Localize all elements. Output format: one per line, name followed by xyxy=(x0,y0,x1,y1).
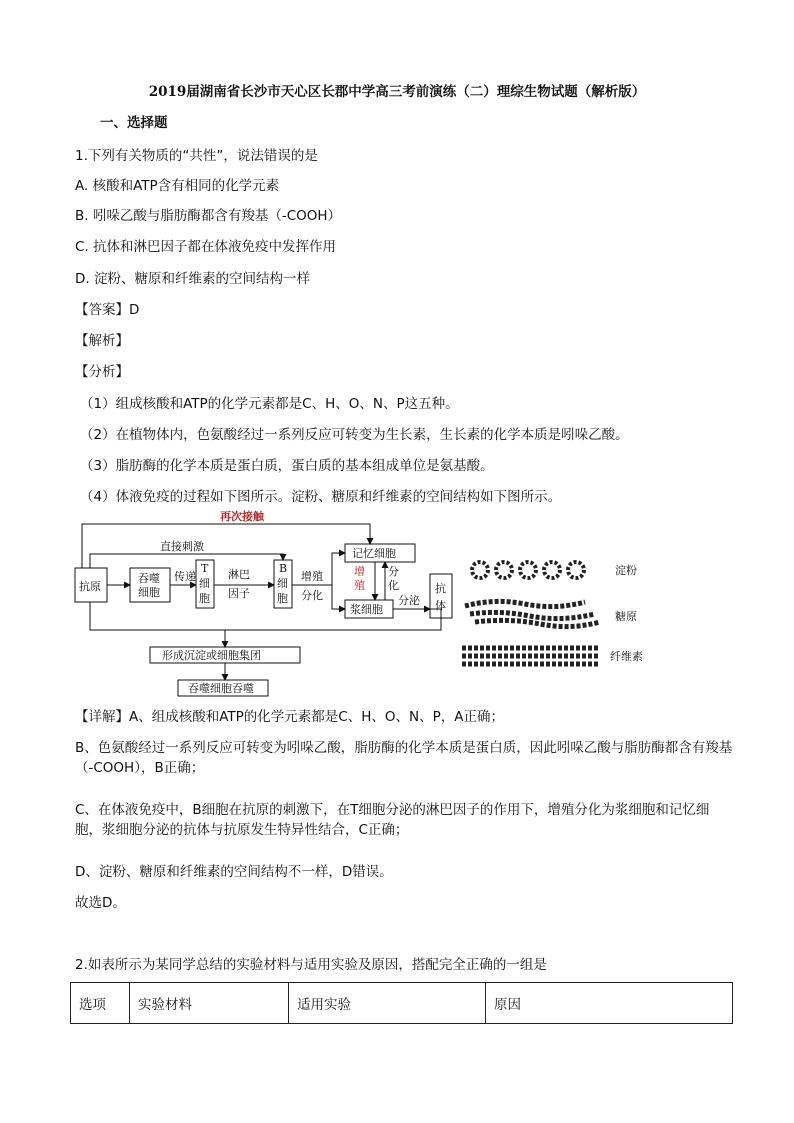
b-cell-label-3: 胞 xyxy=(277,592,288,605)
table-header-row xyxy=(71,983,733,1024)
analysis-point-3: （3）脂肪酶的化学本质是蛋白质，蛋白质的基本组成单位是氨基酸。 xyxy=(80,458,494,474)
secrete-label: 分泌 xyxy=(398,594,420,607)
zhi-label: 殖 xyxy=(354,579,365,592)
lymphokine-label-2: 因子 xyxy=(228,587,250,600)
analysis-label: 【分析】 xyxy=(75,364,129,380)
fen-label: 分 xyxy=(388,565,399,578)
explanation-label: 【解析】 xyxy=(75,333,129,349)
memory-cell-label: 记忆细胞 xyxy=(352,547,396,560)
zeng-label: 增 xyxy=(354,565,365,578)
t-cell-label-3: 胞 xyxy=(199,592,210,605)
page-title: 2019届湖南省长沙市天心区长郡中学高三考前演练（二）理综生物试题（解析版） xyxy=(148,84,646,100)
detail-d: D、淀粉、糖原和纤维素的空间结构不一样，D错误。 xyxy=(75,864,393,880)
cellulose-label: 纤维素 xyxy=(610,650,643,663)
question-1-stem: 1.下列有关物质的“共性”，说法错误的是 xyxy=(75,148,318,164)
option-a: A. 核酸和ATP含有相同的化学元素 xyxy=(75,178,280,194)
t-cell-label-2: 细 xyxy=(199,577,210,590)
glycogen-structure xyxy=(465,601,600,626)
detail-c: C、在体液免疫中，B细胞在抗原的刺激下，在T细胞分泌的淋巴因子的作用下，增殖分化为浆细胞和记忆细胞，浆细胞分泌的抗体与抗原发生特异性结合，C正确； xyxy=(75,802,710,838)
table-header-cell: 实验材料 xyxy=(130,983,289,1024)
direct-stimulation-label: 直接刺激 xyxy=(160,540,204,553)
answer-label: 【答案】D xyxy=(75,302,140,318)
phagocyte-label-2: 细胞 xyxy=(138,586,160,599)
analysis-point-1: （1）组成核酸和ATP的化学元素都是C、H、O、N、P这五种。 xyxy=(80,396,459,412)
starch-label: 淀粉 xyxy=(615,564,637,577)
plasma-cell-label: 浆细胞 xyxy=(350,603,383,616)
glycogen-label: 糖原 xyxy=(615,610,637,623)
engulf-label: 吞噬细胞吞噬 xyxy=(188,682,254,695)
antibody-label-2: 体 xyxy=(435,599,446,612)
option-d: D. 淀粉、糖原和纤维素的空间结构一样 xyxy=(75,271,310,287)
reexpose-label: 再次接触 xyxy=(220,510,264,523)
immunity-diagram xyxy=(70,510,670,700)
antibody-label-1: 抗 xyxy=(435,582,446,595)
conclusion: 故选D。 xyxy=(75,895,126,911)
b-cell-label-2: 细 xyxy=(277,577,288,590)
proliferate-label-1: 增殖 xyxy=(301,570,323,583)
table-header-cell: 原因 xyxy=(486,983,733,1024)
hua-label: 化 xyxy=(388,579,399,592)
t-cell-label-1: T xyxy=(201,562,209,575)
analysis-point-2: （2）在植物体内，色氨酸经过一系列反应可转变为生长素，生长素的化学本质是吲哚乙酸。 xyxy=(80,427,629,443)
starch-structure xyxy=(472,562,584,578)
analysis-point-4: （4）体液免疫的过程如下图所示。淀粉、糖原和纤维素的空间结构如下图所示。 xyxy=(80,489,562,505)
present-label: 传递 xyxy=(174,570,196,583)
detail-a: 【详解】A、组成核酸和ATP的化学元素都是C、H、O、N、P，A正确； xyxy=(75,709,504,725)
b-cell-label-1: B xyxy=(279,562,288,575)
question-2-table xyxy=(70,982,733,1024)
option-b: B. 吲哚乙酸与脂肪酶都含有羧基（-COOH） xyxy=(75,208,342,224)
section-heading: 一、选择题 xyxy=(100,115,168,131)
cellulose-structure xyxy=(462,648,600,664)
antigen-label: 抗原 xyxy=(79,580,101,593)
proliferate-label-2: 分化 xyxy=(301,589,323,602)
complex-label: 形成沉淀或细胞集团 xyxy=(162,649,261,662)
lymphokine-label-1: 淋巴 xyxy=(228,568,250,581)
question-2-stem: 2.如表所示为某同学总结的实验材料与适用实验及原因，搭配完全正确的一组是 xyxy=(75,957,547,973)
phagocyte-label-1: 吞噬 xyxy=(138,572,160,585)
table-header-cell: 适用实验 xyxy=(289,983,486,1024)
table-header-cell: 选项 xyxy=(71,983,130,1024)
detail-b: B、色氨酸经过一系列反应可转变为吲哚乙酸，脂肪酶的化学本质是蛋白质，因此吲哚乙酸与脂肪酶都含有羧基（-COOH），B正确； xyxy=(75,740,733,776)
option-c: C. 抗体和淋巴因子都在体液免疫中发挥作用 xyxy=(75,239,337,255)
